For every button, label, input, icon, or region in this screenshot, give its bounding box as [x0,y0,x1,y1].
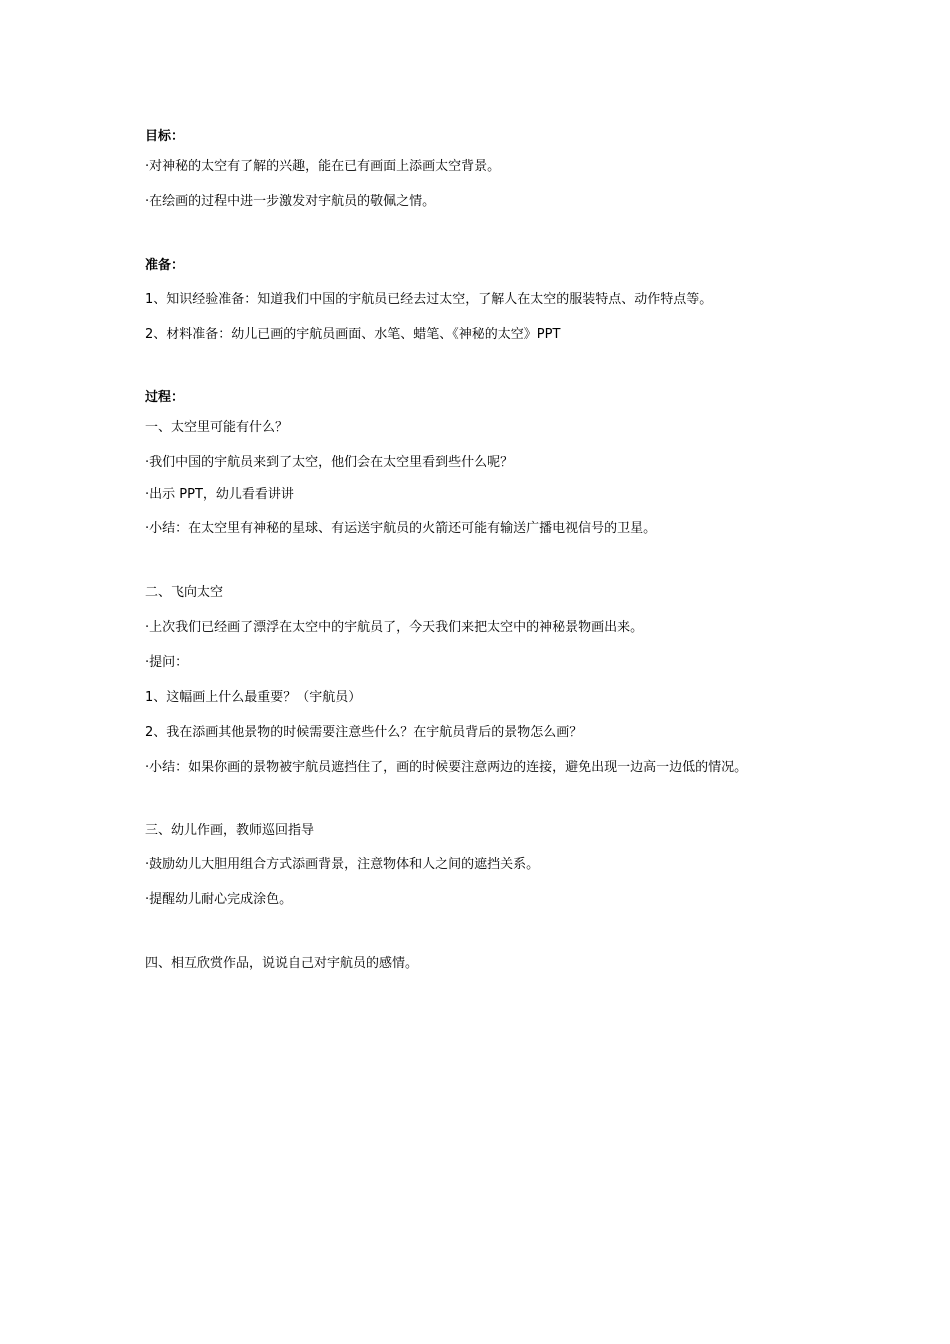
section-4-title: 四、相互欣赏作品，说说自己对宇航员的感情。 [145,956,419,971]
section-1-item-3: ·小结：在太空里有神秘的星球、有运送宇航员的火箭还可能有输送广播电视信号的卫星。 [145,521,657,536]
goals-item-2: ·在绘画的过程中进一步激发对宇航员的敬佩之情。 [145,194,436,209]
section-2-title: 二、飞向太空 [145,585,224,600]
section-2-item-4: 2、我在添画其他景物的时候需要注意些什么？在宇航员背后的景物怎么画？ [145,725,583,740]
section-2-item-1: ·上次我们已经画了漂浮在太空中的宇航员了，今天我们来把太空中的神秘景物画出来。 [145,620,644,635]
section-1-item-2: ·出示 PPT，幼儿看看讲讲 [145,487,294,502]
preparation-item-1: 1、知识经验准备：知道我们中国的宇航员已经去过太空，了解人在太空的服装特点、动作特点等。 [145,292,713,307]
section-3-title: 三、幼儿作画，教师巡回指导 [145,823,315,838]
section-3-item-1: ·鼓励幼儿大胆用组合方式添画背景，注意物体和人之间的遮挡关系。 [145,857,540,872]
section-1-item-1: ·我们中国的宇航员来到了太空，他们会在太空里看到些什么呢？ [145,455,514,470]
section-2-item-3: 1、这幅画上什么最重要？（宇航员） [145,690,362,705]
section-3-item-2: ·提醒幼儿耐心完成涂色。 [145,892,293,907]
preparation-heading: 准备： [145,258,185,273]
process-heading: 过程： [145,390,185,405]
section-2-item-2: ·提问： [145,655,189,670]
goals-item-1: ·对神秘的太空有了解的兴趣，能在已有画面上添画太空背景。 [145,159,501,174]
goals-heading: 目标： [145,129,185,144]
section-2-item-5: ·小结：如果你画的景物被宇航员遮挡住了，画的时候要注意两边的连接，避免出现一边高一边低的情况。 [145,760,748,775]
preparation-item-2: 2、材料准备：幼儿已画的宇航员画面、水笔、蜡笔、《神秘的太空》PPT [145,327,561,342]
section-1-title: 一、太空里可能有什么？ [145,420,289,435]
